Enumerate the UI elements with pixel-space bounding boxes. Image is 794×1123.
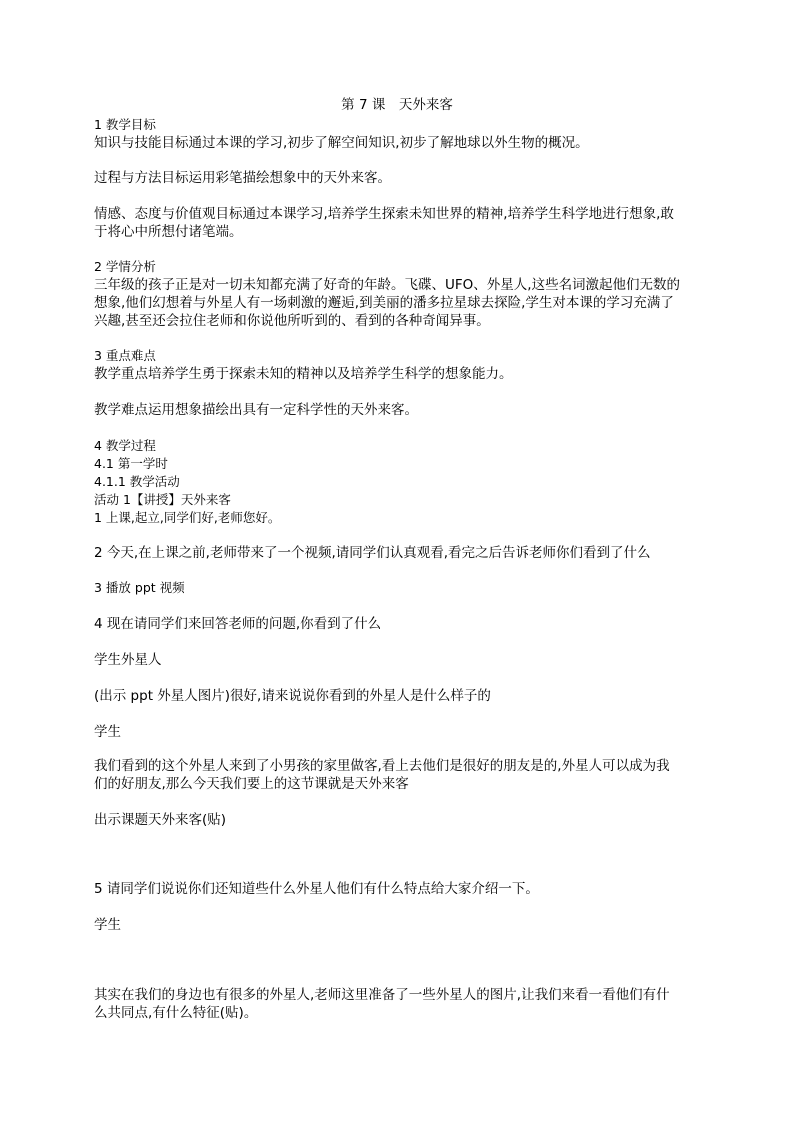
paragraph-line: 三年级的孩子正是对一切未知都充满了好奇的年龄。飞碟、UFO、外星人,这些名词激起他们无数的 xyxy=(94,277,681,293)
paragraph-line: 兴趣,甚至还会拉住老师和你说他所听到的、看到的各种奇闻异事。 xyxy=(94,313,490,329)
heading-student-analysis: 2 学情分析 xyxy=(94,259,156,274)
heading-process: 4 教学过程 xyxy=(94,438,156,453)
subheading-period: 4.1 第一学时 xyxy=(94,456,168,471)
paragraph-line: 么共同点,有什么特征(贴)。 xyxy=(94,1005,258,1021)
paragraph-line: 出示课题天外来客(贴) xyxy=(94,812,227,828)
paragraph-line: 其实在我们的身边也有很多的外星人,老师这里准备了一些外星人的图片,让我们来看一看他们有什 xyxy=(94,987,670,1003)
paragraph-line: 于将心中所想付诸笔端。 xyxy=(94,224,243,240)
heading-objectives: 1 教学目标 xyxy=(94,117,156,132)
paragraph-line: 想象,他们幻想着与外星人有一场刺激的邂逅,到美丽的潘多拉星球去探险,学生对本课的学习充满了 xyxy=(94,295,674,311)
subheading-activities: 4.1.1 教学活动 xyxy=(94,474,180,489)
heading-key-points: 3 重点难点 xyxy=(94,348,156,363)
paragraph-line: 4 现在请同学们来回答老师的问题,你看到了什么 xyxy=(94,616,382,632)
paragraph-line: 3 播放 ppt 视频 xyxy=(94,580,185,595)
paragraph-line: 们的好朋友,那么今天我们要上的这节课就是天外来客 xyxy=(94,776,409,792)
paragraph-line: 情感、态度与价值观目标通过本课学习,培养学生探索未知世界的精神,培养学生科学地进行想象,敢 xyxy=(94,206,674,222)
paragraph-line: 教学难点运用想象描绘出具有一定科学性的天外来客。 xyxy=(94,402,418,418)
activity-heading: 活动 1【讲授】天外来客 xyxy=(94,492,231,507)
paragraph-line: 5 请同学们说说你们还知道些什么外星人他们有什么特点给大家介绍一下。 xyxy=(94,881,539,897)
paragraph-line: 2 今天,在上课之前,老师带来了一个视频,请同学们认真观看,看完之后告诉老师你们看到了什么 xyxy=(94,545,651,561)
paragraph-line: 教学重点培养学生勇于探索未知的精神以及培养学生科学的想象能力。 xyxy=(94,366,513,382)
paragraph-line: 我们看到的这个外星人来到了小男孩的家里做客,看上去他们是很好的朋友是的,外星人可以成为我 xyxy=(94,758,670,774)
paragraph-line: 学生 xyxy=(94,724,121,740)
paragraph-line: 学生 xyxy=(94,917,121,933)
paragraph-line: 学生外星人 xyxy=(94,652,162,668)
paragraph-line: (出示 ppt 外星人图片)很好,请来说说你看到的外星人是什么样子的 xyxy=(94,688,491,704)
lesson-title: 第 7 课 天外来客 xyxy=(341,97,453,113)
paragraph-line: 1 上课,起立,同学们好,老师您好。 xyxy=(94,510,281,525)
paragraph-line: 过程与方法目标运用彩笔描绘想象中的天外来客。 xyxy=(94,170,391,186)
paragraph-line: 知识与技能目标通过本课的学习,初步了解空间知识,初步了解地球以外生物的概况。 xyxy=(94,135,589,151)
